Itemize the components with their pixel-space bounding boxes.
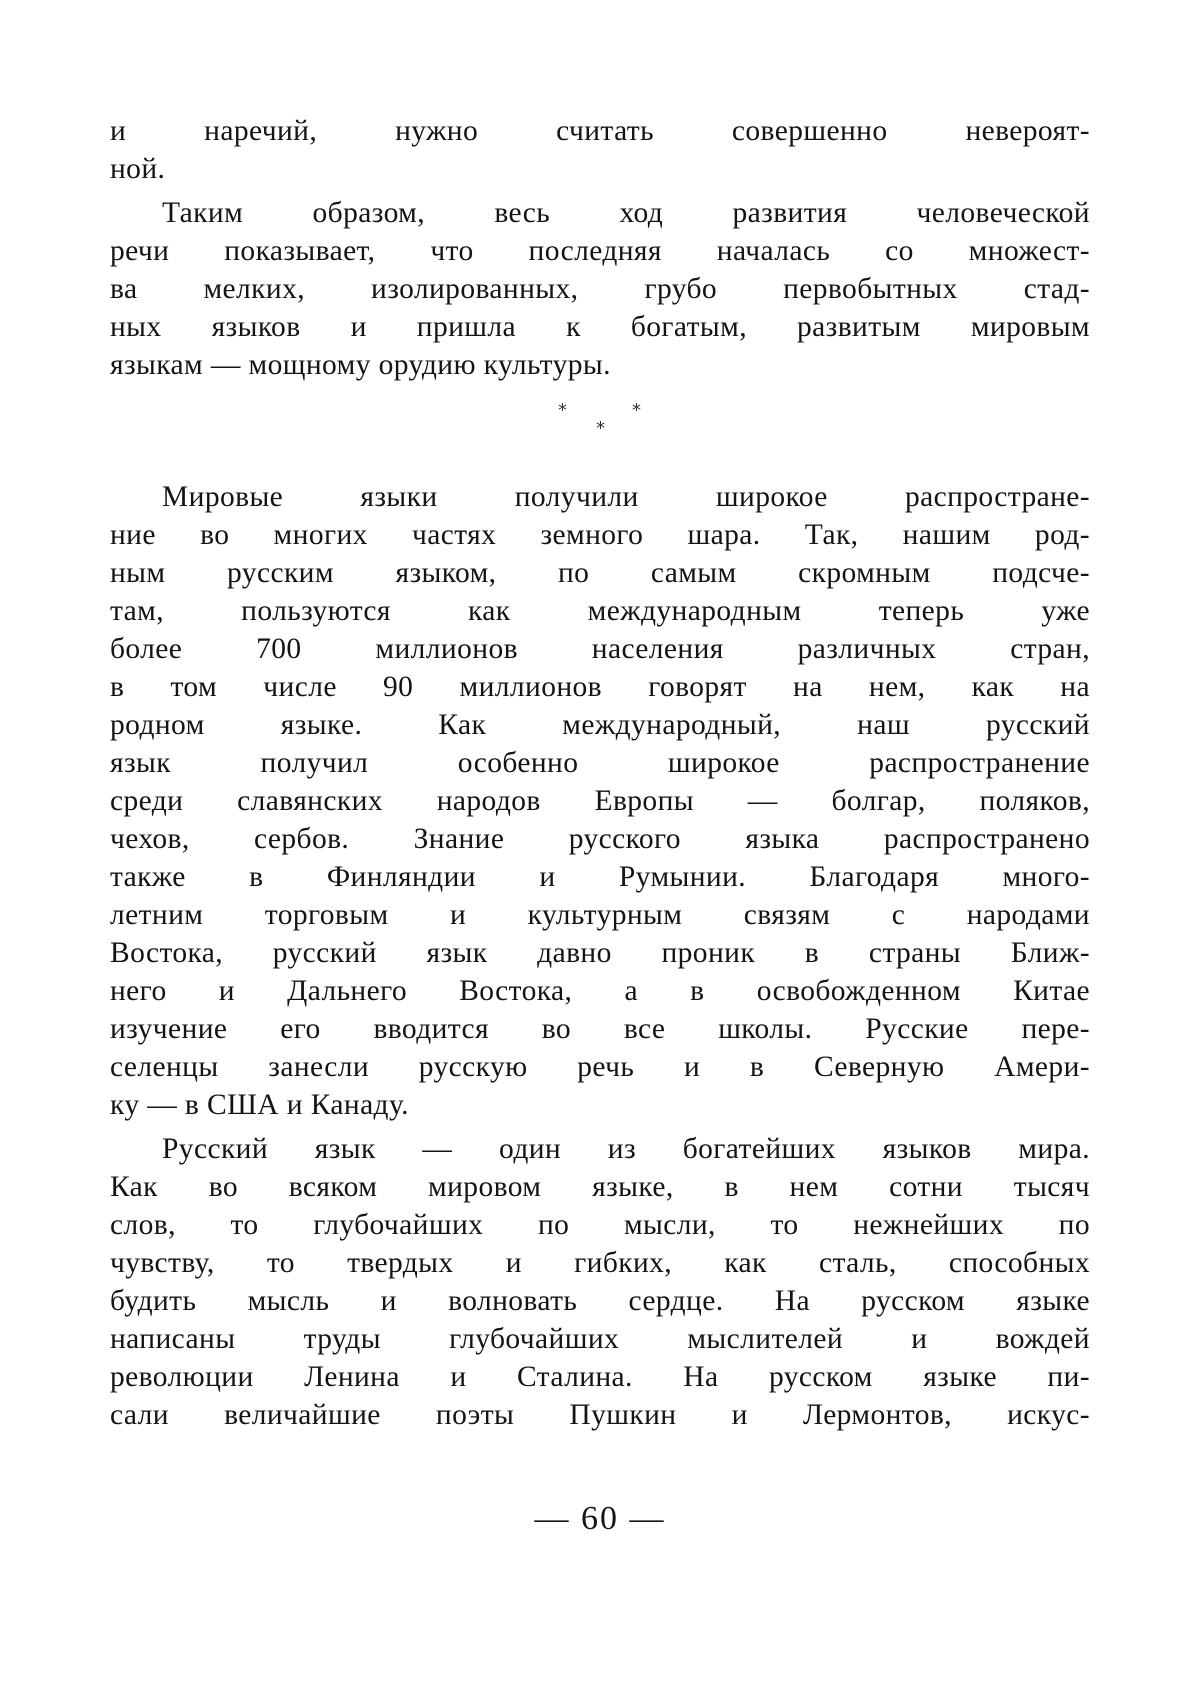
text-line: ным русским языком, по самым скромным подсче- — [110, 557, 1090, 589]
text-line: Русский язык — один из богатейших языков мира. — [162, 1133, 1090, 1165]
paragraph-speech-development — [110, 194, 1090, 384]
text-line: ных языков и пришла к богатым, развитым мировым — [110, 311, 1090, 343]
text-line: будить мысль и волновать сердце. На русском языке — [110, 1285, 1090, 1317]
text-line: Востока, русский язык давно проник в страны Ближ- — [110, 937, 1090, 969]
text-line: ку — в США и Канаду. — [110, 1089, 409, 1121]
paragraph-world-languages — [110, 478, 1090, 1124]
paragraph-continuation — [110, 112, 1090, 188]
text-line: селенцы занесли русскую речь и в Северную Амери- — [110, 1051, 1090, 1083]
text-line: родном языке. Как международный, наш русский — [110, 709, 1090, 741]
text-line: Как во всяком мировом языке, в нем сотни тысяч — [110, 1171, 1090, 1203]
asterisk-ornament: * — [558, 400, 567, 421]
asterisk-ornament: * — [632, 400, 641, 421]
text-line: чувству, то твердых и гибких, как сталь, способных — [110, 1247, 1090, 1279]
section-separator — [110, 392, 1090, 472]
page-number: — 60 — — [534, 1500, 666, 1537]
paragraph-russian-language — [110, 1130, 1090, 1434]
text-line: него и Дальнего Востока, а в освобожденном Китае — [110, 975, 1090, 1007]
text-line: слов, то глубочайших по мысли, то нежнейших по — [110, 1209, 1090, 1241]
text-line: речи показывает, что последняя началась со множест- — [110, 235, 1090, 267]
text-line: Мировые языки получили широкое распростране- — [162, 481, 1090, 513]
text-line: написаны труды глубочайших мыслителей и вождей — [110, 1323, 1090, 1355]
text-line: и наречий, нужно считать совершенно невероят- — [110, 115, 1090, 147]
text-line: в том числе 90 миллионов говорят на нем, как на — [110, 671, 1090, 703]
text-line: чехов, сербов. Знание русского языка распространено — [110, 823, 1090, 855]
text-line: более 700 миллионов населения различных стран, — [110, 633, 1090, 665]
text-line: ние во многих частях земного шара. Так, нашим род- — [110, 519, 1090, 551]
text-line: революции Ленина и Сталина. На русском языке пи- — [110, 1361, 1090, 1393]
text-line: там, пользуются как международным теперь уже — [110, 595, 1090, 627]
text-line: ной. — [110, 153, 166, 185]
text-line: также в Финляндии и Румынии. Благодаря много- — [110, 861, 1090, 893]
text-line: Таким образом, весь ход развития человеческой — [162, 197, 1090, 229]
asterisk-ornament: * — [596, 418, 605, 439]
text-line: ва мелких, изолированных, грубо первобытных стад- — [110, 273, 1090, 305]
text-line: язык получил особенно широкое распространение — [110, 747, 1090, 779]
text-line: языкам — мощному орудию культуры. — [110, 349, 611, 381]
text-line: среди славянских народов Европы — болгар, поляков, — [110, 785, 1090, 817]
text-line: летним торговым и культурным связям с народами — [110, 899, 1090, 931]
text-line: сали величайшие поэты Пушкин и Лермонтов, искус- — [110, 1399, 1090, 1431]
text-line: изучение его вводится во все школы. Русские пере- — [110, 1013, 1090, 1045]
book-page — [110, 112, 1090, 1440]
